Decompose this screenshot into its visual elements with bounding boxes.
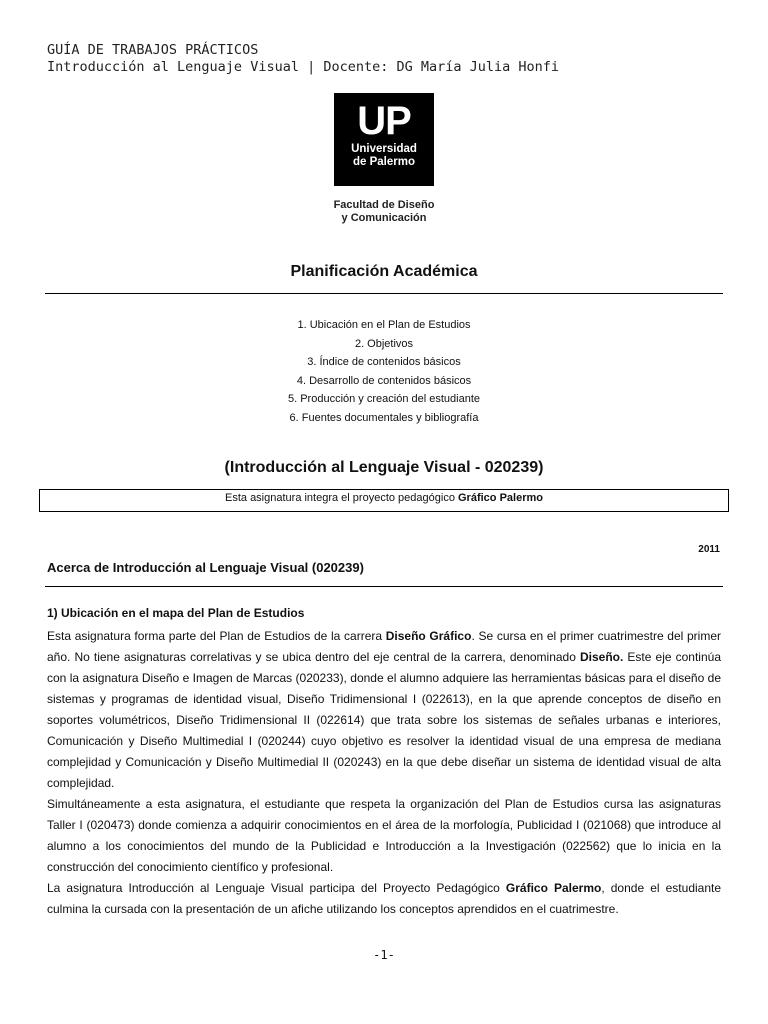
up-logo (334, 93, 434, 186)
toc-item: 3. Índice de contenidos básicos (307, 356, 461, 368)
text-run: Esta asignatura forma parte del Plan de Estudios de la carrera (47, 629, 386, 643)
about-heading: Acerca de Introducción al Lenguaje Visual (020239) (47, 560, 364, 575)
text-run: La asignatura Introducción al Lenguaje Visual participa del Proyecto Pedagógico (47, 881, 506, 895)
subject-heading: (Introducción al Lenguaje Visual - 020239) (224, 459, 544, 476)
toc-item: 5. Producción y creación del estudiante (287, 393, 480, 405)
logo-university-line2: de Palermo (353, 156, 415, 168)
header-guide-title: GUÍA DE TRABAJOS PRÁCTICOS (47, 42, 259, 58)
logo-mark: UP (357, 99, 411, 143)
logo-university (334, 143, 434, 169)
project-box-name: Gráfico Palermo (458, 492, 543, 504)
page-title: Planificación Académica (290, 263, 478, 280)
text-run-bold: Diseño Gráfico (385, 629, 472, 643)
header-course-teacher: Introducción al Lenguaje Visual | Docente: DG María Julia Honfi (47, 59, 560, 75)
section-title: 1) Ubicación en el mapa del Plan de Estudios (47, 606, 305, 620)
paragraph: Simultáneamente a esta asignatura, el estudiante que respeta la organización del Plan de Estudios cursa las asignaturas Taller I (020473) donde comienza a adquirir conocimientos en el área de la morfología, Publicidad I (021068) que introduce al alumno a los conocimientos del mundo de la Publicidad e Introducción a la Investigación (022562) que lo inicia en la construcción del conocimiento científico y profesional. (47, 797, 721, 874)
text-run: . Se cursa en el primer cuatrimestre del primer año. No tiene asignaturas correlativas y se ubica dentro del eje central de la carrera, denominado (47, 629, 721, 664)
paragraph (47, 878, 721, 920)
toc-item: 6. Fuentes documentales y bibliografía (289, 411, 479, 424)
text-run-bold: Diseño. (580, 650, 624, 664)
paragraph (47, 626, 721, 794)
about-divider (45, 586, 723, 587)
section-body (47, 626, 721, 920)
faculty-name (322, 199, 446, 225)
title-divider (45, 293, 723, 294)
toc-item: 2. Objetivos (354, 337, 414, 350)
text-run: Este eje continúa con la asignatura Diseño e Imagen de Marcas (020233), donde el alumno adquiere las herramientas básicas para el diseño de sistemas y programas de identidad visual, Diseño Tridimensional I (022613), en la que aprende conceptos de diseño en soportes volumétricos, Diseño Tridimensional II (022614) que trata sobre los sistemas de señales urbanas e interiores, Comunicación y Diseño Multimedial I (020244) cuyo objetivo es resolver la identidad visual de una empresa de mediana complejidad y Comunicación y Diseño Multimedial II (020243) en la que debe diseñar un sistema de identidad visual de alta complejidad. (47, 650, 721, 790)
project-box-text: Esta asignatura integra el proyecto pedagógico (225, 492, 458, 504)
logo-university-line1: Universidad (351, 143, 417, 155)
toc-item: 4. Desarrollo de contenidos básicos (296, 374, 472, 387)
project-box (39, 489, 729, 512)
faculty-line1: Facultad de Diseño (333, 199, 435, 211)
year-label: 2011 (698, 544, 720, 555)
page-number: -1- (373, 948, 395, 962)
toc-item: 1. Ubicación en el Plan de Estudios (297, 319, 471, 331)
document-header (47, 42, 559, 76)
faculty-line2: y Comunicación (341, 212, 427, 224)
text-run: , donde el estudiante culmina la cursada con la presentación de un afiche utilizando los conceptos aprendidos en el cuatrimestre. (47, 881, 722, 916)
table-of-contents (0, 316, 768, 427)
text-run-bold: Gráfico Palermo (505, 881, 602, 895)
